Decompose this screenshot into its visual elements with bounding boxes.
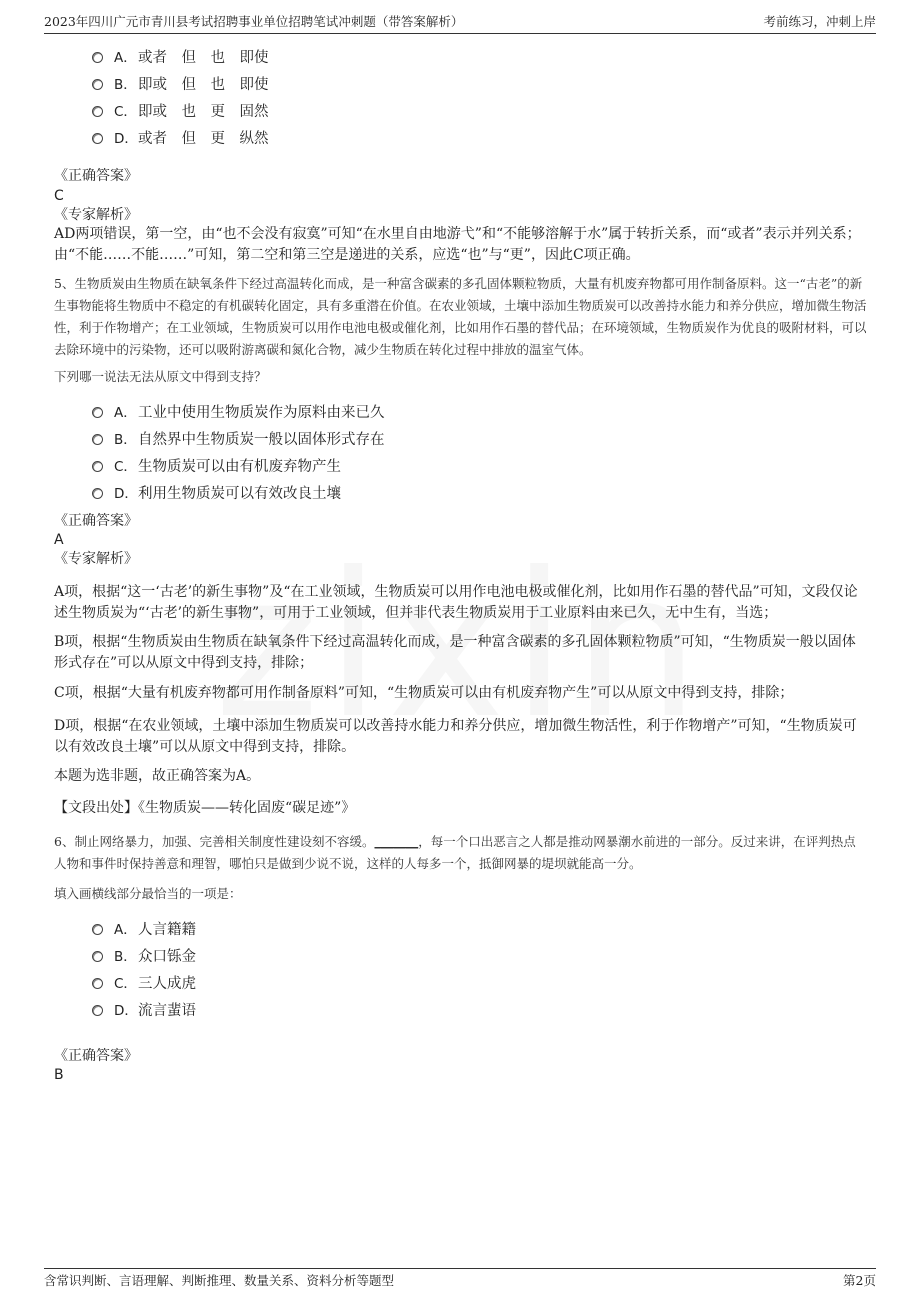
q5-analysis-a: A项，根据“这一‘古老’的新生事物”及“在工业领域，生物质炭可以用作电池电极或催化剂，比如用作石墨的替代品”可知，文段仅论述生物质炭为“‘古老’的新生事物”，可用于工业领域，但并非代表生物质炭用于工业原料由来已久，无中生有，当选； (54, 584, 858, 621)
radio-icon[interactable] (92, 52, 103, 63)
option-text: 众口铄金 (138, 949, 196, 965)
q5-answer: A (54, 532, 64, 548)
option-letter: B． (114, 432, 137, 448)
document-title: 2023年四川广元市青川县考试招聘事业单位招聘笔试冲刺题（带答案解析） (44, 14, 464, 29)
option-text: 人言籍籍 (138, 922, 196, 938)
radio-icon[interactable] (92, 1005, 103, 1016)
q6-stem-after: ，每一个口出恶言之人都是推动网暴潮水前进的一部分。反过来讲，在评判热点人物和事件时保持善意和理智，哪怕只是做到少说不说，这样的人每多一个，抵御网暴的堤坝就能高一分。 (54, 834, 856, 871)
q6-answer: B (54, 1067, 64, 1083)
option-letter: B． (114, 77, 137, 93)
radio-icon[interactable] (92, 951, 103, 962)
q6-stem (54, 831, 868, 875)
option-letter: B． (114, 949, 137, 965)
header-rule (44, 33, 876, 34)
q4-answer: C (54, 188, 64, 204)
q5-question: 下列哪一说法无法从原文中得到支持？ (54, 369, 267, 384)
option-letter: A． (114, 922, 137, 938)
q4-answer-label: 《正确答案》 (54, 168, 138, 184)
q6-stem-before: 6、制止网络暴力，加强、完善相关制度性建设刻不容缓。 (54, 834, 375, 849)
option-letter: D． (114, 1003, 138, 1019)
option-letter: A． (114, 405, 137, 421)
radio-icon[interactable] (92, 133, 103, 144)
q5-conclusion: 本题为选非题，故正确答案为A。 (54, 768, 261, 784)
option-letter: D． (114, 131, 138, 147)
footer-rule (44, 1268, 876, 1269)
option-text: 即或 也 更 固然 (138, 104, 269, 120)
q5-stem: 5、生物质炭由生物质在缺氧条件下经过高温转化而成，是一种富含碳素的多孔固体颗粒物质，大量有机废弃物都可用作制备原料。这一“古老”的新生事物能将生物质中不稳定的有机碳转化固定，具有多重潜在价值。在农业领域，土壤中添加生物质炭可以改善持水能力和养分供应，增加微生物活性，利于作物增产；在工业领域，生物质炭可以用作电池电极或催化剂，比如用作石墨的替代品；在环境领域，生物质炭作为优良的吸附材料，可以去除环境中的污染物，还可以吸附游离碳和氮化合物，减少生物质在转化过程中排放的温室气体。 (54, 276, 867, 357)
option-letter: C． (114, 976, 137, 992)
option-letter: C． (114, 459, 137, 475)
q6-blank: _______ (374, 834, 419, 849)
page-header (44, 12, 876, 32)
q6-answer-label: 《正确答案》 (54, 1048, 138, 1064)
q5-source: 【文段出处】《生物质炭——转化固废“碳足迹”》 (54, 800, 356, 816)
q4-analysis: AD两项错误，第一空，由“也不会没有寂寞”可知“在水里自由地游弋”和“不能够溶解于水”属于转折关系，而“或者”表示并列关系；由“不能……不能……”可知，第二空和第三空是递进的关系，应选“也”与“更”，因此C项正确。 (54, 226, 861, 263)
q5-analysis-b: B项，根据“生物质炭由生物质在缺氧条件下经过高温转化而成，是一种富含碳素的多孔固体颗粒物质”可知，“生物质炭一般以固体形式存在”可以从原文中得到支持，排除； (54, 634, 856, 671)
option-text: 自然界中生物质炭一般以固体形式存在 (138, 432, 385, 448)
radio-icon[interactable] (92, 461, 103, 472)
header-slogan: 考前练习，冲刺上岸 (763, 14, 876, 29)
q5-analysis-d: D项，根据“在农业领域，土壤中添加生物质炭可以改善持水能力和养分供应，增加微生物活性，利于作物增产”可知，“生物质炭可以有效改良土壤”可以从原文中得到支持，排除。 (54, 718, 857, 755)
option-text: 工业中使用生物质炭作为原料由来已久 (138, 405, 385, 421)
radio-icon[interactable] (92, 106, 103, 117)
option-letter: D． (114, 486, 138, 502)
page-number: 第2页 (843, 1273, 876, 1288)
option-letter: C． (114, 104, 137, 120)
option-text: 利用生物质炭可以有效改良土壤 (138, 486, 341, 502)
q5-analysis-c: C项，根据“大量有机废弃物都可用作制备原料”可知，“生物质炭可以由有机废弃物产生”可以从原文中得到支持，排除； (54, 685, 794, 701)
q6-question: 填入画横线部分最恰当的一项是： (54, 886, 242, 901)
q5-answer-label: 《正确答案》 (54, 513, 138, 529)
page-footer (44, 1271, 876, 1291)
radio-icon[interactable] (92, 407, 103, 418)
option-letter: A． (114, 50, 137, 66)
radio-icon[interactable] (92, 79, 103, 90)
option-text: 或者 但 也 即使 (138, 50, 269, 66)
q4-analysis-label: 《专家解析》 (54, 207, 138, 223)
option-text: 流言蜚语 (138, 1003, 196, 1019)
option-text: 生物质炭可以由有机废弃物产生 (138, 459, 341, 475)
radio-icon[interactable] (92, 434, 103, 445)
option-text: 三人成虎 (138, 976, 196, 992)
radio-icon[interactable] (92, 488, 103, 499)
option-text: 或者 但 更 纵然 (138, 131, 269, 147)
radio-icon[interactable] (92, 924, 103, 935)
q5-analysis-label: 《专家解析》 (54, 551, 138, 567)
radio-icon[interactable] (92, 978, 103, 989)
footer-topics: 含常识判断、言语理解、判断推理、数量关系、资料分析等题型 (44, 1273, 395, 1288)
option-text: 即或 但 也 即使 (138, 77, 269, 93)
